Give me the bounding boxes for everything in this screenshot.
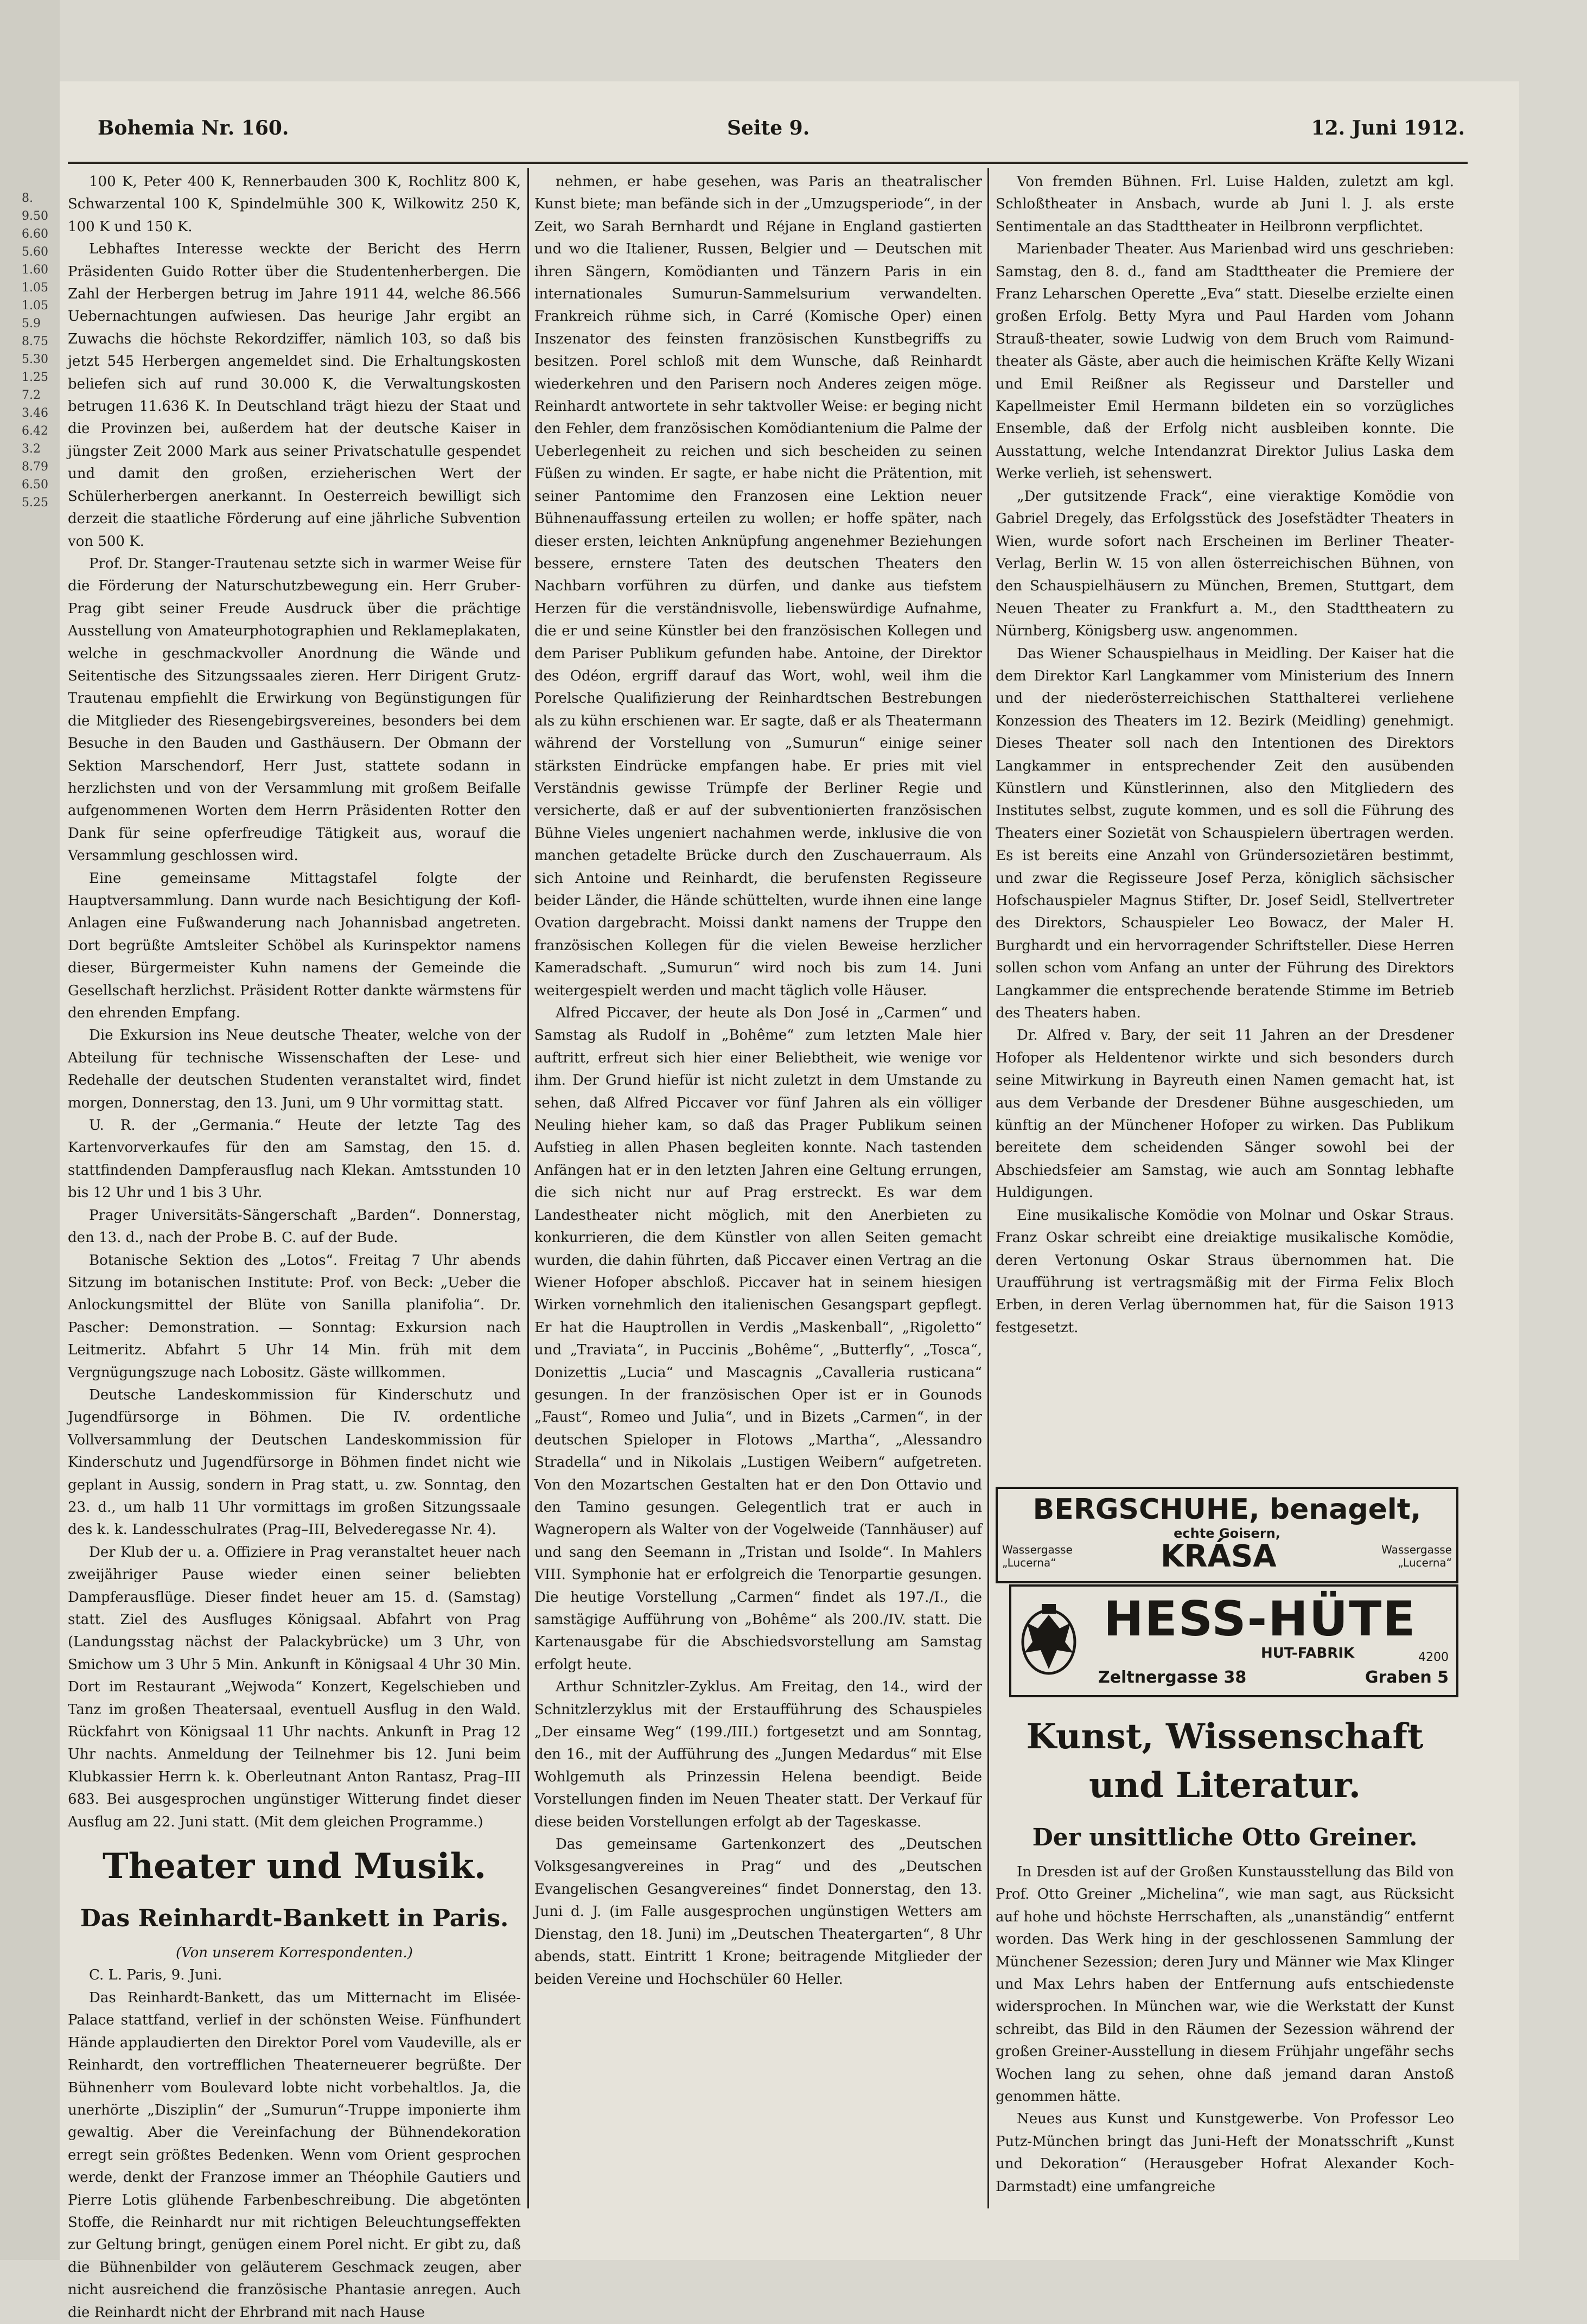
ad-address-1: Zeltnergasse 38 bbox=[1098, 1668, 1247, 1687]
column-2 bbox=[534, 171, 982, 2233]
edge-number: 6.42 bbox=[22, 424, 48, 438]
ad-phone: 4200 bbox=[1418, 1651, 1449, 1664]
header-rule bbox=[68, 162, 1468, 164]
paragraph: Dr. Alfred v. Bary, der seit 11 Jahren an der Dresdener Hofoper als Heldentenor wirkte und sich besonders durch seine Mitwirkung in Bayreuth einen Namen gemacht hat, ist aus dem Verbande der Dresdener Bühne ausgeschieden, um künftig an der Münchener Hofoper zu wirken. Das Publikum bereitete dem scheidenden Sänger sowohl bei der Abschiedsfeier am Samstag, wie auch am Sonntag lebhafte Huldigungen. bbox=[996, 1027, 1454, 1201]
paragraph: Der Klub der u. a. Offiziere in Prag veranstaltet heuer nach zweijähriger Pause wieder einen seiner beliebten Dampferausflüge. Dieser findet heuer am 15. d. (Samstag) statt. Ziel des Ausfluges Königsaal. Abfahrt von Prag (Landungsstag nächst der Palackybrücke) um 3 Uhr, von Smichow um 3 Uhr 5 Min. Ankunft in Königsaal 4 Uhr 30 Min. Dort im Restaurant „Wejwoda“ Konzert, Kegelschieben und Tanz im großen Theatersaal, eventuell Ausflug in den Wald. Rückfahrt von Königsaal 11 Uhr nachts. Ankunft in Prag 12 Uhr nachts. Anmeldung der Teilnehmer bis 12. Juni beim Klubkassier Herrn k. k. Oberleutnant Anton Rantasz, Prag–III 683. Bei ausgesprochen ungünstiger Witterung findet dieser Ausflug am 22. Juni statt. (Mit dem gleichen Programme.) bbox=[68, 1544, 521, 1830]
paragraph: nehmen, er habe gesehen, was Paris an theatralischer Kunst biete; man befände sich in der „Umzugsperiode“, in der Zeit, wo Sarah Bernhardt und Réjane in England gastierten und wo die Italiener, Russen, Belgier und — Deutschen mit ihren Sängern, Komödianten und Tänzern Paris in ein internationales Sumurun-Sammelsurium verwandelten. Frankreich rühme sich, in Carré (Komische Oper) einen Inszenator des feinsten französischen Kunstbegriffs zu besitzen. Porel schloß mit dem Wunsche, daß Reinhardt wiederkehren und den Parisern noch Anderes zeigen möge. Reinhardt antwortete in sehr taktvoller Weise: er beging nicht den Fehler, dem französischen Komödiantenium die Palme der Ueberlegenheit zu reichen und sich bescheiden zu seinen Füßen zu winden. Er sagte, er habe nicht die Prätention, mit seiner Pantomime den Franzosen eine Lektion neuer Bühnenauffassung erteilen zu wollen; er hoffe später, nach dieser ersten, leichten Anknüpfung angenehmer Beziehungen bessere, ernstere Taten des deutschen Theaters den Nachbarn vorführen zu dürfen, und danke aus tiefstem Herzen für die verständnisvolle, liebenswürdige Aufnahme, die er und seine Künstler bei den französischen Kollegen und dem Pariser Publikum gefunden habe. Antoine, der Direktor des Odéon, ergriff darauf das Wort, wohl, weil ihm die Porelsche Qualifizierung der Reinhardtschen Bestrebungen als zu kühn erschienen war. Er sagte, daß er als Theatermann während der Vorstellung von „Sumurun“ einige seiner stärksten Eindrücke empfangen habe. Er pries mit viel Verständnis gewisse Trümpfe der Berliner Regie und versicherte, daß er auf der subventionierten französischen Bühne Vieles ungeniert nachahmen werde, inklusive die von manchen getadelte Brücke durch den Zuschauerraum. Als sich Antoine und Reinhardt, die berufensten Regisseure beider Länder, die Hände schüttelten, wurde ihnen eine lange Ovation dargebracht. Moissi dankt namens der Truppe den französischen Kollegen für die vielen Beweise herzlicher Kameradschaft. „Sumurun“ wird noch bis zum 14. Juni weitergespielt werden und macht täglich volle Häuser. bbox=[534, 174, 982, 999]
header-left: Bohemia Nr. 160. bbox=[98, 117, 289, 139]
paragraph: Botanische Sektion des „Lotos“. Freitag 7 Uhr abends Sitzung im botanischen Institute: Prof. von Beck: „Ueber die Anlockungsmittel der Blüte von Sanilla planifolia“. Dr. Pascher: Demonstration. — Sonntag: Exkursion nach Leitmeritz. Abfahrt 5 Uhr 14 Min. früh mit dem Vergnügungszuge nach Lobositz. Gäste willkommen. bbox=[68, 1252, 521, 1381]
ad-title: BERGSCHUHE, benagelt, bbox=[1032, 1493, 1422, 1526]
ad-shop-name: KRÁSA bbox=[1161, 1539, 1277, 1574]
edge-number: 6.50 bbox=[22, 478, 48, 492]
paragraph: Alfred Piccaver, der heute als Don José in „Carmen“ und Samstag als Rudolf in „Bohême“ zum letzten Male hier auftritt, erfreut sich hier einer Beliebtheit, wie wenige vor ihm. Der Grund hiefür ist nicht zuletzt in dem Umstande zu sehen, daß Alfred Piccaver vor fünf Jahren als ein völliger Neuling hieher kam, so daß das Prager Publikum seinen Aufstieg in allen Phasen begleiten konnte. Nach tastenden Anfängen hat er in den letzten Jahren eine Geltung errungen, die sich nicht nur auf Prag erstreckt. Es war dem Landestheater nicht möglich, mit den Anerbieten zu konkurrieren, die dem Künstler von allen Seiten gemacht wurden, die dahin führten, daß Piccaver einen Vertrag an die Wiener Hofoper abschloß. Piccaver hat in seinem hiesigen Wirken vornehmlich den italienischen Gesangspart gepflegt. Er hat die Hauptrollen in Verdis „Maskenball“, „Rigoletto“ und „Traviata“, in Puccinis „Bohême“, „Butterfly“, „Tosca“, Donizettis „Lucia“ und Mascagnis „Cavalleria rusticana“ gesungen. In der französischen Oper ist er in Gounods „Faust“, Romeo und Julia“, und in Bizets „Carmen“, in der deutschen Spieloper in Flotows „Martha“, „Alessandro Stradella“ und in Nikolais „Lustigen Weibern“ aufgetreten. Von den Mozartschen Gestalten hat er den Don Ottavio und den Tamino gesungen. Gelegentlich trat er auch in Wagneropern als Walter von der Vogelweide (Tannhäuser) auf und sang den Seemann in „Tristan und Isolde“. In Mahlers VIII. Symphonie hat er erfolgreich die Tenorpartie gesungen. Die heutige Vorstellung „Carmen“ findet als 197./I., die samstägige Aufführung von „Bohême“ als 200./IV. statt. Die Kartenausgabe für die Abschiedsvorstellung am Samstag erfolgt heute. bbox=[534, 1005, 982, 1673]
paragraph: Marienbader Theater. Aus Marienbad wird uns geschrieben: Samstag, den 8. d., fand am Stadttheater die Premiere der Franz Leharschen Operette „Eva“ statt. Dieselbe erzielte einen großen Erfolg. Betty Myra und Paul Harden vom Johann Strauß-theater, sowie Ludwig von dem Bruch vom Raimund-theater als Gäste, aber auch die heimischen Kräfte Kelly Wizani und Emil Reißner als Regisseur und Darsteller und Kapellmeister Emil Hermann bildeten ein so vorzügliches Ensemble, daß der Erfolg nicht ausbleiben konnte. Die Ausstattung, welche Intendanzrat Direktor Julius Laska dem Werke verlieh, ist sehenswert. bbox=[996, 241, 1454, 482]
paragraph: Deutsche Landeskommission für Kinderschutz und Jugendfürsorge in Böhmen. Die IV. ordentliche Vollversammlung der Deutschen Landeskommission für Kinderschutz und Jugendfürsorge in Böhmen findet nicht wie geplant in Aussig, sondern in Prag statt, u. zw. Sonntag, den 23. d., um halb 11 Uhr vormittags im großen Sitzungssaale des k. k. Landesschulrates (Prag–III, Belvederegasse Nr. 4). bbox=[68, 1386, 521, 1538]
ad-address-2: Graben 5 bbox=[1365, 1668, 1449, 1687]
edge-number: 8. bbox=[22, 192, 33, 205]
column-1 bbox=[68, 171, 521, 2321]
edge-number: 1.05 bbox=[22, 281, 48, 295]
edge-number: 5.30 bbox=[22, 353, 48, 366]
paragraph: U. R. der „Germania.“ Heute der letzte Tag des Kartenvorverkaufes für den am Samstag, den 15. d. stattfindenden Dampferausflug nach Klekan. Amtsstunden 10 bis 12 Uhr und 1 bis 3 Uhr. bbox=[68, 1117, 521, 1201]
edge-number: 3.46 bbox=[22, 406, 48, 420]
paragraph: Prager Universitäts-Sängerschaft „Barden“. Donnerstag, den 13. d., nach der Probe B. C. auf der Bude. bbox=[68, 1207, 521, 1246]
column-rule-1 bbox=[527, 168, 529, 2208]
edge-number: 5.25 bbox=[22, 496, 48, 510]
paragraph: Eine musikalische Komödie von Molnar und Oskar Straus. Franz Oskar schreibt eine dreiaktige musikalische Komödie, deren Vertonung Oskar Straus übernommen hat. Die Uraufführung ist vertragsmäßig mit der Firma Felix Bloch Erben, in deren Verlag übernommen hat, für die Saison 1913 festgesetzt. bbox=[996, 1207, 1454, 1336]
edge-number: 5.60 bbox=[22, 245, 48, 259]
edge-number: 1.25 bbox=[22, 371, 48, 384]
bergschuhe-ad bbox=[996, 1487, 1458, 1583]
paragraph: Das Reinhardt-Bankett, das um Mitternacht im Elisée-Palace stattfand, verlief in der schönsten Weise. Fünfhundert Hände applaudierten den Direktor Porel vom Vaudeville, als er Reinhardt, den vortrefflichen Theaterneuerer begrüßte. Der Bühnenherr vom Boulevard lobte nicht vorbehaltlos. Ja, die unerhörte „Disziplin“ der „Sumurun“-Truppe imponierte ihm gewaltig. Aber die Vereinfachung der Bühnendekoration erregt sein größtes Bedenken. Wenn vom Orient gesprochen werde, denkt der Franzose immer an Théophile Gautiers und Pierre Lotis glühende Farbenbeschreibung. Die abgetönten Stoffe, die Reinhardt nur mit richtigen Beleuchtungseffekten zur Geltung bringt, genügen einem Porel nicht. Er gibt zu, daß die Bühnenbilder von geläuterem Geschmack zeugen, aber nicht ausreichend die französische Phantasie anregen. Auch die Reinhardt nicht der Ehrbrand mit nach Hause bbox=[68, 1989, 521, 2321]
paragraph: Eine gemeinsame Mittagstafel folgte der Hauptversammlung. Dann wurde nach Besichtigung der Kofl-Anlagen eine Fußwanderung nach Johannisbad angetreten. Dort begrüßte Amtsleiter Schöbel als Kurinspektor namens dieser, Bürgermeister Kuhn namens der Gemeinde die Gesellschaft herzlichst. Präsident Rotter dankte wärmstens für den ehrenden Empfang. bbox=[68, 870, 521, 1022]
paragraph: Das gemeinsame Gartenkonzert des „Deutschen Volksgesangvereines in Prag“ und des „Deutschen Evangelischen Gesangvereines“ findet Donnerstag, den 13. Juni d. J. (im Falle ausgesprochen ungünstigen Wetters am Dienstag, den 18. Juni) im „Deutschen Theatergarten“, 8 Uhr abends, statt. Eintritt 1 Krone; beitragende Mitglieder der beiden Vereine und Hochschüler 60 Heller. bbox=[534, 1836, 982, 1988]
article-title: Der unsittliche Otto Greiner. bbox=[1032, 1824, 1418, 1851]
column-rule-2 bbox=[987, 168, 989, 2208]
article-title: Das Reinhardt-Bankett in Paris. bbox=[80, 1905, 509, 1933]
eagle-emblem-icon bbox=[1019, 1599, 1079, 1680]
header-right: 12. Juni 1912. bbox=[1311, 117, 1465, 139]
article-subtitle: (Von unserem Korrespondenten.) bbox=[176, 1945, 413, 1962]
hess-hute-ad bbox=[1009, 1584, 1458, 1697]
ad-right-addr: Wassergasse „Lucerna“ bbox=[1381, 1543, 1452, 1569]
paragraph: Prof. Dr. Stanger-Trautenau setzte sich in warmer Weise für die Förderung der Naturschutzbewegung ein. Herr Gruber-Prag gibt seiner Freude Ausdruck über die prächtige Ausstellung von Amateurphotographien und Reklameplakaten, welche in geschmackvoller Anordnung die Wände und Seitentische des Sitzungssaales zieren. Herr Dirigent Grutz-Trautenau empfiehlt die Erwirkung von Begünstigungen für die Mitglieder des Riesengebirgsvereines, besonders bei dem Besuche in den Bauden und Gasthäusern. Der Obmann der Sektion Marschendorf, Herr Just, stattete sodann in herzlichsten und von der Versammlung mit großem Beifalle aufgenommenen Worten dem Herrn Präsidenten Rotter den Dank für seine opferfreudige Tätigkeit aus, worauf die Versammlung geschlossen wird. bbox=[68, 555, 521, 864]
ad-subtitle: echte Goisern, bbox=[1174, 1526, 1280, 1541]
ad-title: HESS-HÜTE bbox=[1104, 1591, 1417, 1647]
paragraph: Von fremden Bühnen. Frl. Luise Halden, zuletzt am kgl. Schloßtheater in Ansbach, wurde ab Juni l. J. als erste Sentimentale an das Stadttheater in Heilbronn verpflichtet. bbox=[996, 174, 1454, 235]
paragraph: 100 K, Peter 400 K, Rennerbauden 300 K, Rochlitz 800 K, Schwarzental 100 K, Spindelmühle 300 K, Wilkowitz 250 K, 100 K und 150 K. bbox=[68, 174, 521, 235]
edge-number: 9.50 bbox=[22, 209, 48, 223]
ad-subtitle: HUT-FABRIK bbox=[1261, 1645, 1355, 1661]
edge-number: 6.60 bbox=[22, 227, 48, 241]
section-heading: Theater und Musik. bbox=[102, 1846, 487, 1887]
edge-number: 1.05 bbox=[22, 299, 48, 313]
ad-left-addr: Wassergasse „Lucerna“ bbox=[1002, 1543, 1073, 1569]
edge-number: 5.9 bbox=[22, 317, 41, 330]
edge-number: 8.75 bbox=[22, 335, 48, 348]
paragraph: Die Exkursion ins Neue deutsche Theater, welche von der Abteilung für technische Wissenschaften der Lese- und Redehalle der deutschen Studenten veranstaltet wird, findet morgen, Donnerstag, den 13. Juni, um 9 Uhr vormittag statt. bbox=[68, 1027, 521, 1111]
paragraph: In Dresden ist auf der Großen Kunstausstellung das Bild von Prof. Otto Greiner „Michelina“, wie man sagt, aus Rücksicht auf hohe und höchste Herrschaften, als „unanständig“ entfernt worden. Das Werk hing in der geschlossenen Sammlung der Münchener Sezession; deren Jury und Männer wie Max Klinger und Max Lehrs haben der Entfernung aufs entschiedenste widersprochen. In München war, wie die Werkstatt der Kunst schreibt, das Bild in den Räumen der Sezession während der großen Greiner-Ausstellung in diesem Frühjahr ungefähr sechs Wochen lang zu sehen, ohne daß jemand daran Anstoß genommen hätte. bbox=[996, 1864, 1454, 2105]
header-center: Seite 9. bbox=[727, 117, 810, 139]
section-heading: Kunst, Wissenschaft und Literatur. bbox=[1026, 1716, 1424, 1806]
paragraph: Neues aus Kunst und Kunstgewerbe. Von Professor Leo Putz-München bringt das Juni-Heft der Monatsschrift „Kunst und Dekoration“ (Herausgeber Hofrat Alexander Koch-Darmstadt) eine umfangreiche bbox=[996, 2111, 1454, 2195]
paragraph: Arthur Schnitzler-Zyklus. Am Freitag, den 14., wird der Schnitzlerzyklus mit der Erstaufführung des Schauspieles „Der einsame Weg“ (199./III.) fortgesetzt und am Sonntag, den 16., mit der Aufführung des „Jungen Medardus“ mit Else Wohlgemuth als Prinzessin Helena beendigt. Beide Vorstellungen finden im Neuen Theater statt. Der Verkauf für diese beiden Vorstellungen erfolgt ab der Tageskasse. bbox=[534, 1679, 982, 1830]
paragraph: C. L. Paris, 9. Juni. bbox=[89, 1967, 222, 1984]
paragraph: „Der gutsitzende Frack“, eine vieraktige Komödie von Gabriel Dregely, das Erfolgsstück des Josefstädter Theaters in Wien, wurde sofort nach Erscheinen im Berliner Theater-Verlag, Berlin W. 15 von allen österreichischen Bühnen, von den Schauspielhäusern zu München, Bremen, Stuttgart, dem Neuen Theater zu Frankfurt a. M., den Stadttheatern zu Nürnberg, Königsberg usw. angenommen. bbox=[996, 488, 1454, 640]
edge-number: 7.2 bbox=[22, 389, 41, 402]
column-3 bbox=[996, 171, 1454, 1481]
paragraph: Das Wiener Schauspielhaus in Meidling. Der Kaiser hat die dem Direktor Karl Langkammer vom Ministerium des Innern und der niederösterreichischen Statthalterei verliehene Konzession des Theaters im 12. Bezirk (Meidling) genehmigt. Dieses Theater soll nach den Intentionen des Direktors Langkammer in entsprechender Zeit den ausübenden Künstlern und Künstlerinnen, also den Mitgliedern des Institutes selbst, zugute kommen, und es soll die Führung des Theaters einer Sozietät von Schauspielern übertragen werden. Es ist bereits eine Anzahl von Gründersozietären bestimmt, und zwar die Regisseure Josef Perza, königlich sächsischer Hofschauspieler Magnus Stifter, Dr. Josef Seidl, Stellvertreter des Direktors, Schauspieler Leo Bowacz, der Maler H. Burghardt und ein hervorragender Schriftsteller. Diese Herren sollen schon vom Anfang an unter der Führung des Direktors Langkammer die entsprechende beratende Stimme im Betrieb des Theaters haben. bbox=[996, 645, 1454, 1022]
edge-number: 1.60 bbox=[22, 263, 48, 277]
page-header bbox=[98, 117, 1465, 155]
paragraph: Lebhaftes Interesse weckte der Bericht des Herrn Präsidenten Guido Rotter über die Studentenherbergen. Die Zahl der Herbergen betrug im Jahre 1911 44, welche 86.566 Uebernachtungen aufwiesen. Das heurige Jahr ergibt an Zuwachs die höchste Rekordziffer, nämlich 103, so daß bis jetzt 545 Herbergen angemeldet sind. Die Erhaltungskosten beliefen sich auf rund 30.000 K, die Verwaltungskosten betrugen 11.636 K. In Deutschland trägt hiezu der Staat und die Provinzen bei, außerdem hat der deutsche Kaiser in jüngster Zeit 2000 Mark aus seiner Privatschatulle gespendet und damit den großen, erzieherischen Wert der Schülerherbergen anerkannt. In Oesterreich bewilligt sich derzeit die staatliche Förderung auf eine jährliche Subvention von 500 K. bbox=[68, 241, 521, 550]
column-3-lower bbox=[996, 1704, 1454, 2225]
edge-number: 3.2 bbox=[22, 442, 41, 456]
edge-number: 8.79 bbox=[22, 460, 48, 474]
